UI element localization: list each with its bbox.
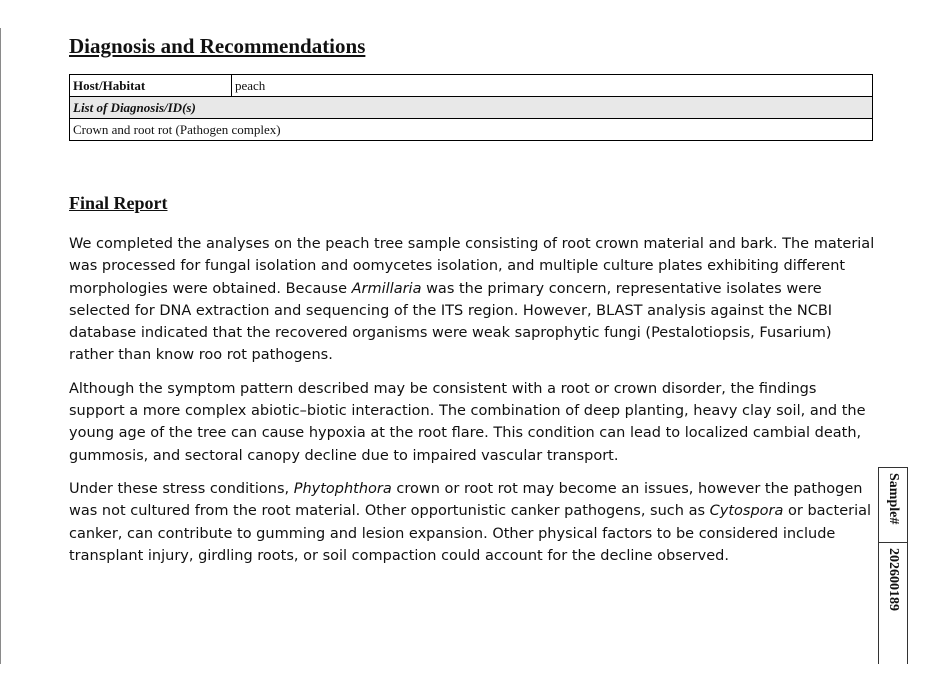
host-value: peach bbox=[232, 75, 873, 97]
sample-number: 202600189 bbox=[886, 548, 901, 611]
sample-label: Sample# bbox=[886, 473, 901, 525]
diagnosis-item-row bbox=[70, 119, 873, 141]
p3-text-e: or bacterial canker, can contribute to gumming and lesion expansion. Other physical factors to be considered include transplant injury, girdling roots, or soil compaction could account for the decline observed. bbox=[69, 503, 872, 564]
report-paragraph-3 bbox=[69, 478, 875, 567]
diagnosis-table bbox=[69, 74, 873, 141]
report-paragraph-2: Although the symptom pattern described may be consistent with a root or crown disorder, the findings support a more complex abiotic–biotic interaction. The combination of deep planting, heavy clay soil, and the young age of the tree can cause hypoxia at the root flare. This condition can lead to localized cambial death, gummosis, and sectoral canopy decline due to impaired vascular transport. bbox=[69, 380, 866, 464]
host-row bbox=[70, 75, 873, 97]
p3-genus-cytospora: Cytospora bbox=[709, 503, 784, 520]
p3-genus-phytophthora: Phytophthora bbox=[293, 480, 392, 497]
diagnosis-item: Crown and root rot (Pathogen complex) bbox=[70, 119, 873, 141]
diagnosis-list-header-row bbox=[70, 97, 873, 119]
page-top-area bbox=[0, 0, 925, 30]
p1-text-c: was the primary concern, representative isolates were selected for DNA extraction and sequencing of the ITS region. However, BLAST analysis against the NCBI database indicated that the recovered organisms were weak saprophytic fungi (Pestalotiopsis, Fusarium) rather than know roo rot pathogens. bbox=[69, 280, 833, 364]
sample-tab-divider bbox=[879, 542, 907, 543]
p1-genus-armillaria: Armillaria bbox=[351, 280, 422, 297]
report-paragraph-1 bbox=[69, 233, 875, 367]
final-report-body bbox=[69, 233, 875, 578]
host-label: Host/Habitat bbox=[70, 75, 232, 97]
diagnosis-heading: Diagnosis and Recommendations bbox=[69, 34, 366, 58]
p3-text-c: crown or root rot may become an issues, however the pathogen was not cultured from the root material. Other opportunistic canker pathogens, such as bbox=[69, 480, 863, 520]
diagnosis-list-label: List of Diagnosis/ID(s) bbox=[70, 97, 873, 119]
page-left-edge bbox=[0, 28, 1, 664]
final-report-heading: Final Report bbox=[69, 193, 168, 213]
p1-text-a: We completed the analyses on the peach tree sample consisting of root crown material and bark. The material was processed for fungal isolation and oomycetes isolation, and multiple culture plates exhibiting different morphologies were obtained. Because bbox=[69, 236, 875, 297]
p3-text-a: Under these stress conditions, bbox=[69, 480, 294, 497]
sample-number-tab bbox=[878, 467, 908, 664]
